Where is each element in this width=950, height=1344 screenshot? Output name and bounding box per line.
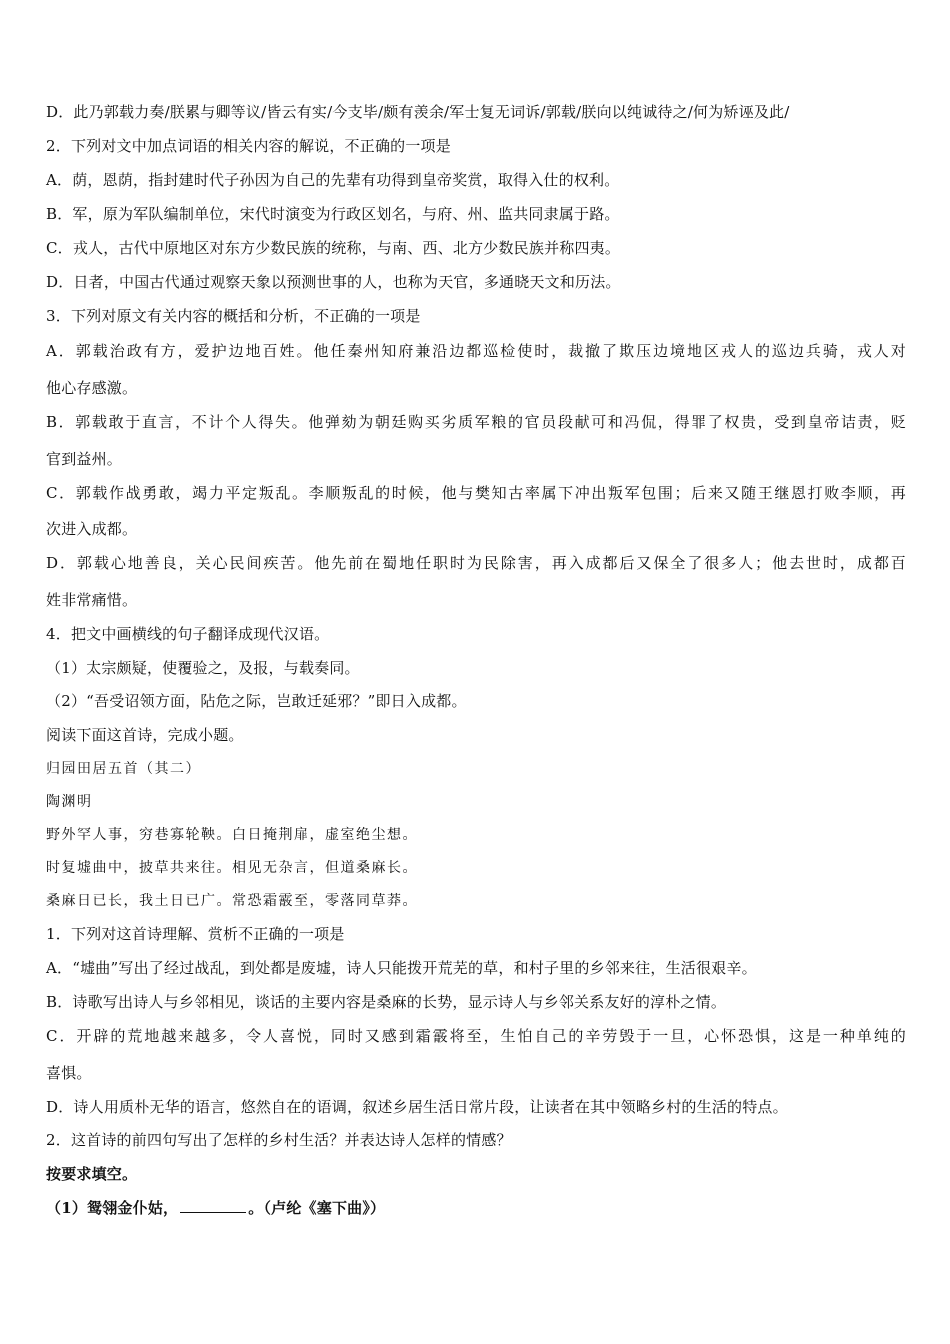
answer-blank[interactable] [180, 1198, 246, 1213]
q3-option-c-line1: C．郭载作战勇敢，竭力平定叛乱。李顺叛乱的时候，他与樊知古率属下冲出叛军包围；后来又随王继恩打败李顺，再 [46, 484, 906, 502]
poem-author: 陶渊明 [46, 794, 93, 810]
q3-option-a-line2: 他心存感激。 [46, 379, 138, 397]
fill-in-item-1 [46, 1198, 385, 1218]
q3-option-c-line2: 次进入成都。 [46, 520, 138, 538]
poem-title: 归园田居五首（其二） [46, 761, 201, 777]
poem-q1-option-c-line2: 喜惧。 [46, 1064, 92, 1082]
poem-line-1: 野外罕人事，穷巷寡轮鞅。白日掩荆扉，虚室绝尘想。 [46, 827, 418, 843]
q2-option-d: D．日者，中国古代通过观察天象以预测世事的人，也称为天官，多通晓天文和历法。 [46, 273, 621, 291]
poem-line-2: 时复墟曲中，披草共来往。相见无杂言，但道桑麻长。 [46, 860, 418, 876]
q3-option-d-line2: 姓非常痛惜。 [46, 591, 138, 609]
fill-in-item-1-suffix: 。（卢纶《塞下曲》） [248, 1199, 386, 1217]
q3-option-b-line1: B．郭载敢于直言，不计个人得失。他弹劾为朝廷购买劣质军粮的官员段献可和冯侃，得罪了权贵，受到皇帝诘责，贬 [46, 413, 906, 431]
poem-instruction: 阅读下面这首诗，完成小题。 [46, 726, 244, 744]
poem-q1-option-c-line1: C．开辟的荒地越来越多，令人喜悦，同时又感到霜霰将至，生怕自己的辛劳毁于一旦，心怀恐惧，这是一种单纯的 [46, 1027, 906, 1045]
q2-option-c: C．戎人，古代中原地区对东方少数民族的统称，与南、西、北方少数民族并称四夷。 [46, 239, 621, 257]
poem-question-2: 2．这首诗的前四句写出了怎样的乡村生活？并表达诗人怎样的情感？ [46, 1131, 512, 1149]
q3-option-a-line1: A．郭载治政有方，爱护边地百姓。他任秦州知府兼沿边都巡检使时，裁撤了欺压边境地区戎人的巡边兵骑，戎人对 [46, 342, 906, 360]
poem-q1-option-a: A．“墟曲”写出了经过战乱，到处都是废墟，诗人只能拨开荒芜的草，和村子里的乡邻来往，生活很艰辛。 [46, 959, 757, 977]
poem-question-1-stem: 1．下列对这首诗理解、赏析不正确的一项是 [46, 925, 345, 943]
q4-sentence-2: （2）“吾受诏领方面，阽危之际，岂敢迁延邪？”即日入成都。 [46, 692, 467, 710]
fill-in-item-1-prefix: （1）鸳翎金仆姑， [46, 1199, 179, 1217]
q2-option-a: A．荫，恩荫，指封建时代子孙因为自己的先辈有功得到皇帝奖赏，取得入仕的权利。 [46, 171, 620, 189]
q4-sentence-1: （1）太宗颇疑，使覆验之，及报，与载奏同。 [46, 659, 360, 677]
question-4-stem: 4．把文中画横线的句子翻译成现代汉语。 [46, 625, 330, 643]
poem-q1-option-d: D．诗人用质朴无华的语言，悠然自在的语调，叙述乡居生活日常片段，让读者在其中领略乡村的生活的特点。 [46, 1098, 788, 1116]
poem-line-3: 桑麻日已长，我土日已广。常恐霜霰至，零落同草莽。 [46, 893, 418, 909]
question-2-stem: 2．下列对文中加点词语的相关内容的解说，不正确的一项是 [46, 137, 451, 155]
q3-option-b-line2: 官到益州。 [46, 450, 123, 468]
poem-q1-option-b: B．诗歌写出诗人与乡邻相见，谈话的主要内容是桑麻的长势，显示诗人与乡邻关系友好的淳朴之情。 [46, 993, 727, 1011]
option-d-sentence-break: D．此乃郭载力奏/朕累与卿等议/皆云有实/今支毕/颇有羡余/军士复无词诉/郭载/朕向以纯诚待之/何为矫诬及此/ [46, 103, 790, 121]
fill-in-heading: 按要求填空。 [46, 1165, 138, 1183]
q2-option-b: B．军，原为军队编制单位，宋代时演变为行政区划名，与府、州、监共同隶属于路。 [46, 205, 620, 223]
question-3-stem: 3．下列对原文有关内容的概括和分析，不正确的一项是 [46, 307, 421, 325]
q3-option-d-line1: D．郭载心地善良，关心民间疾苦。他先前在蜀地任职时为民除害，再入成都后又保全了很多人；他去世时，成都百 [46, 554, 906, 572]
